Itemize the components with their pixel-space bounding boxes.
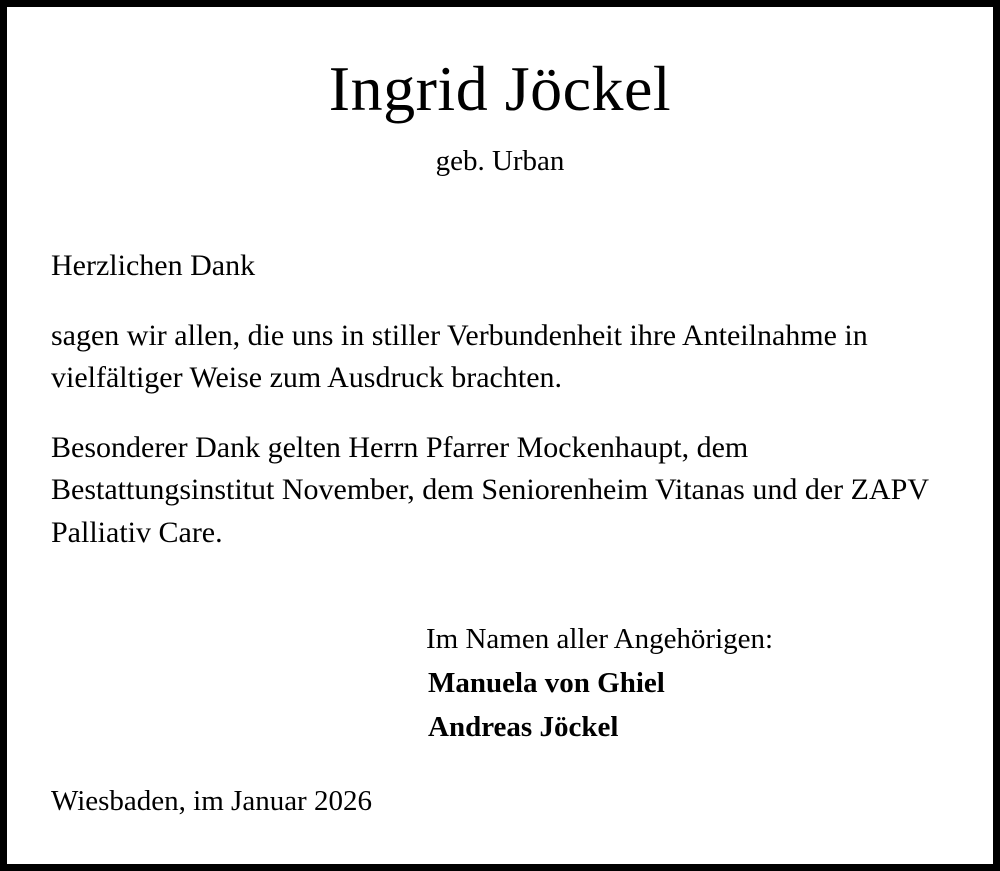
thanks-heading: Herzlichen Dank bbox=[51, 248, 256, 282]
thanks-paragraph-1: sagen wir allen, die uns in stiller Verbundenheit ihre Anteilnahme in vielfältiger Weise zum Ausdruck brachten. bbox=[51, 318, 868, 395]
thanks-paragraph-2: Besonderer Dank gelten Herrn Pfarrer Mockenhaupt, dem Bestattungsinstitut November, dem Seniorenheim Vitanas und der ZAPV Palliativ Care. bbox=[51, 430, 929, 549]
maiden-name: geb. Urban bbox=[435, 145, 565, 178]
signature-block bbox=[51, 617, 949, 749]
signature-name-1: Manuela von Ghiel bbox=[428, 666, 665, 699]
place-and-date: Wiesbaden, im Januar 2026 bbox=[51, 785, 372, 817]
signature-name-2: Andreas Jöckel bbox=[428, 710, 619, 743]
deceased-name: Ingrid Jöckel bbox=[328, 53, 672, 124]
thanks-body bbox=[51, 245, 949, 555]
signature-intro: Im Namen aller Angehörigen: bbox=[426, 622, 774, 655]
